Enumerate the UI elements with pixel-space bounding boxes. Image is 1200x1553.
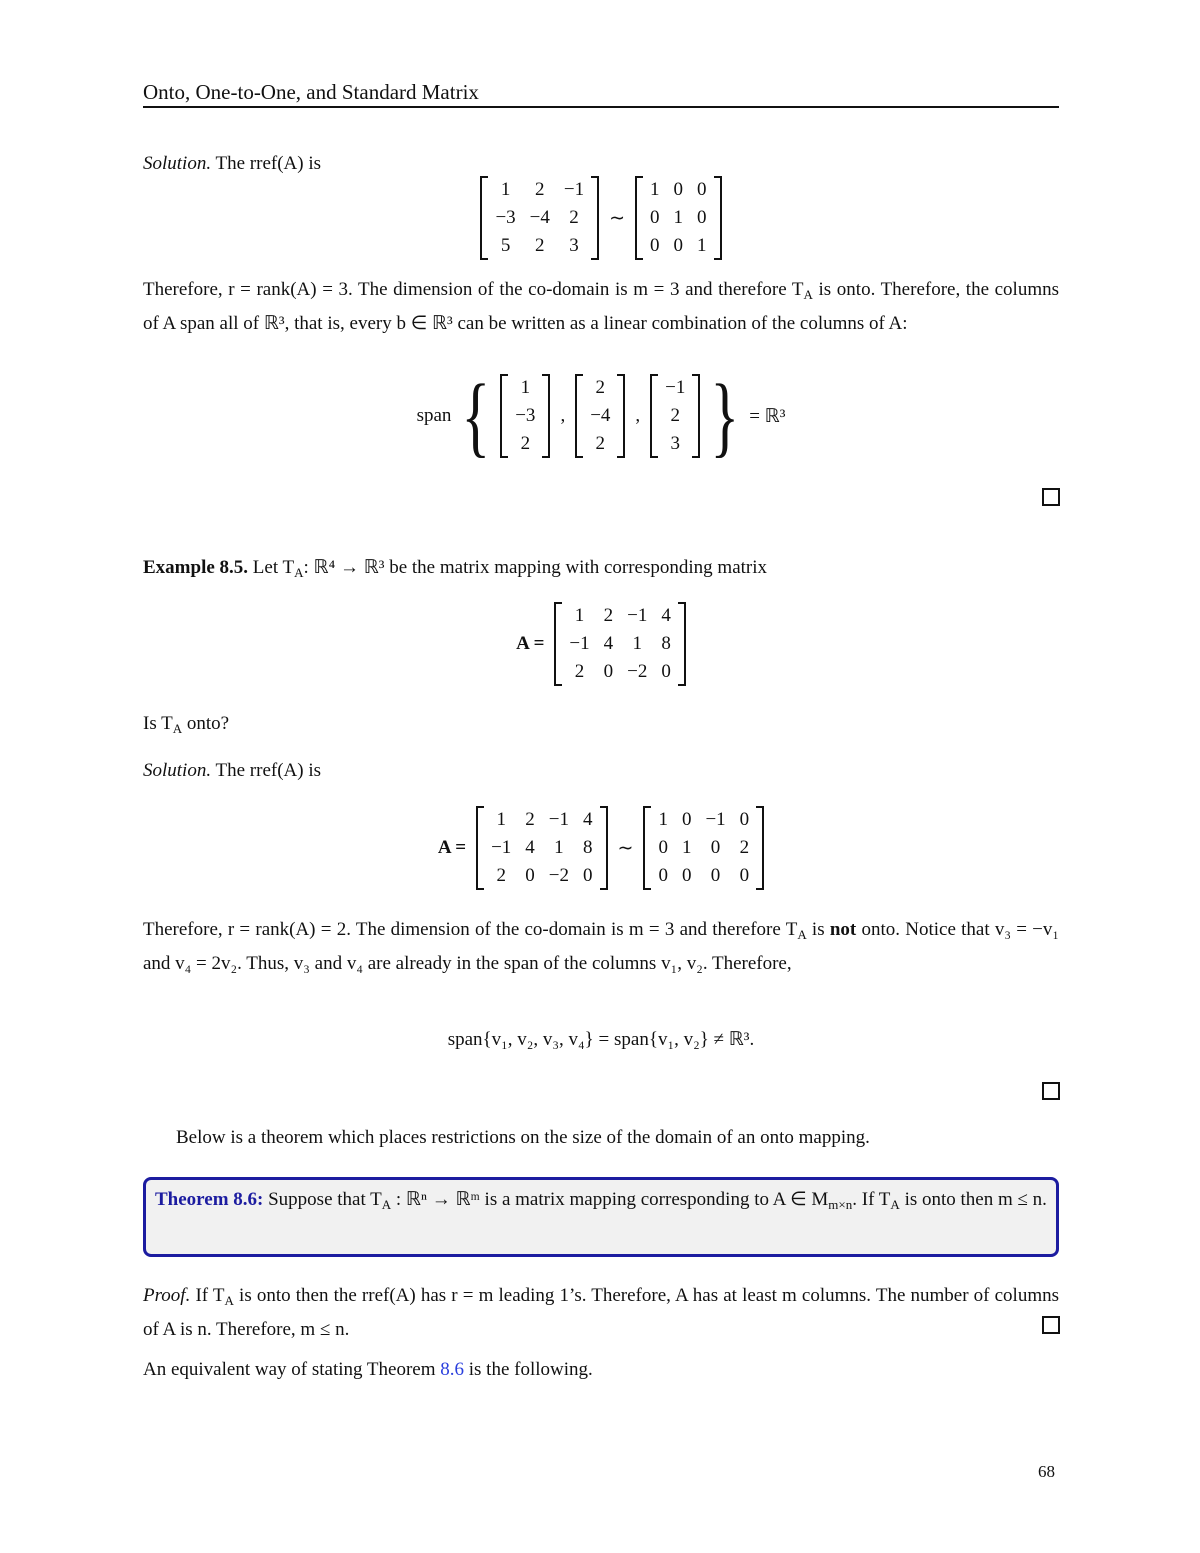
span-vector-2 — [575, 374, 625, 458]
matrix-cell: 1 — [650, 179, 660, 200]
matrix-cell: 0 — [673, 179, 684, 200]
matrix-row — [508, 374, 542, 402]
matrix-cell: 2 — [535, 235, 545, 256]
matrix-row — [658, 374, 692, 402]
theorem-sub3: A — [890, 1197, 900, 1212]
proof-sub: A — [224, 1293, 234, 1308]
matrix-cell: 2 — [496, 865, 506, 886]
example-sub: A — [294, 565, 304, 580]
matrix-cell: 0 — [710, 865, 721, 886]
matrix-cell: 3 — [569, 235, 579, 256]
matrix-cell: 2 — [525, 809, 535, 830]
matrix-cell: 1 — [632, 633, 642, 654]
example-statement — [143, 554, 1059, 588]
comma: , — [635, 405, 641, 426]
matrix-row — [488, 204, 591, 232]
matrix-cell: −3 — [495, 207, 516, 228]
matrix-row — [583, 430, 617, 458]
matrix-row — [658, 430, 692, 458]
matrix-cell: 2 — [670, 405, 681, 426]
proof-text-end: is onto then the rref(A) has r = m leading 1’s. Therefore, A has at least m columns. The number of columns of A is n. Therefore, m ≤ n. — [143, 1285, 1060, 1340]
matrix-cell: −1 — [569, 633, 590, 654]
below-text: Below is a theorem which places restrictions on the size of the domain of an onto mapping. — [176, 1127, 870, 1148]
matrix-cell: 0 — [650, 207, 660, 228]
question-end: onto? — [182, 713, 230, 734]
proof-text: If T — [195, 1285, 225, 1306]
matrix-cell: 1 — [520, 377, 531, 398]
para1-end: is onto. Therefore, the columns of A span all of ℝ³, that is, every b ∈ ℝ³ can be written as a linear combination of the columns of A: — [143, 279, 1060, 334]
span-equation — [143, 366, 1059, 466]
example-text-end: : ℝ⁴ → ℝ³ be the matrix mapping with corresponding matrix — [303, 557, 768, 578]
solution-label-2: Solution. — [143, 760, 212, 781]
theorem-text2-end: . If T — [852, 1189, 891, 1210]
proof-paragraph — [143, 1282, 1059, 1344]
matrix-cell: 0 — [525, 865, 535, 886]
solution-intro-text-2: The rref(A) is — [215, 760, 322, 781]
matrix-cell: 1 — [673, 207, 684, 228]
a-label: A = — [516, 633, 545, 654]
matrix-cell: 2 — [603, 605, 614, 626]
theorem-text — [155, 1186, 1047, 1219]
matrix-cell: 2 — [520, 433, 531, 454]
matrix-cell: 3 — [670, 433, 681, 454]
matrix-cell: 0 — [583, 865, 593, 886]
matrix-row — [583, 402, 617, 430]
matrix-cell: 0 — [739, 809, 750, 830]
matrix-cell: −3 — [515, 405, 536, 426]
matrix-cell: 0 — [681, 865, 692, 886]
matrix-a-2 — [554, 602, 685, 686]
qed-box — [1042, 1082, 1060, 1100]
rref-equation-2 — [143, 806, 1059, 890]
page-number: 68 — [1038, 1462, 1055, 1481]
solution-intro — [143, 150, 1059, 179]
para-not: not — [829, 919, 857, 940]
matrix-cell: 1 — [500, 179, 511, 200]
matrix-cell: 2 — [569, 207, 579, 228]
matrix-cell: 8 — [583, 837, 593, 858]
matrix-cell: −1 — [665, 377, 686, 398]
matrix-cell: 2 — [574, 661, 585, 682]
matrix-row — [643, 204, 714, 232]
question-sub: A — [172, 721, 183, 736]
rref-equation-1 — [143, 176, 1059, 260]
matrix-row — [508, 430, 542, 458]
matrix-row — [658, 402, 692, 430]
matrix-cell: 4 — [661, 605, 671, 626]
matrix-row — [583, 374, 617, 402]
matrix-rref-1 — [635, 176, 722, 260]
matrix-cell: 1 — [496, 809, 506, 830]
para-a-end: is — [806, 919, 825, 940]
example-text: Let T — [252, 557, 295, 578]
matrix-cell: 0 — [710, 837, 721, 858]
matrix-row — [651, 862, 756, 890]
matrix-cell: 0 — [650, 235, 660, 256]
matrix-cell: 4 — [603, 633, 614, 654]
matrix-cell: −1 — [548, 809, 570, 830]
solution-label: Solution. — [143, 153, 212, 174]
comma: , — [560, 405, 566, 426]
paragraph-onto — [143, 276, 1059, 338]
span-vector-3 — [650, 374, 700, 458]
matrix-row — [562, 630, 677, 658]
matrix-a-3 — [476, 806, 607, 890]
theorem-title: Theorem 8.6: — [155, 1189, 264, 1210]
matrix-cell: −2 — [548, 865, 570, 886]
matrix-row — [562, 658, 677, 686]
matrix-row — [651, 834, 756, 862]
qed-box — [1042, 1316, 1060, 1334]
matrix-cell: 0 — [658, 865, 668, 886]
matrix-cell: 4 — [583, 809, 593, 830]
equivalent-statement — [143, 1356, 1059, 1385]
span-result: = ℝ³ — [749, 405, 786, 427]
solution-intro-2 — [143, 757, 1059, 786]
matrix-row — [562, 602, 677, 630]
para1-sub: A — [803, 287, 813, 302]
matrix-cell: 1 — [658, 809, 668, 830]
a-label-2: A = — [437, 837, 467, 858]
matrix-cell: −1 — [705, 809, 726, 830]
example-title: Example 8.5. — [143, 557, 249, 578]
matrix-row — [488, 232, 591, 260]
theorem-text1: Suppose that T — [268, 1189, 382, 1210]
matrix-row — [484, 806, 599, 834]
matrix-row — [651, 806, 756, 834]
matrix-cell: 2 — [535, 179, 545, 200]
matrix-cell: 0 — [661, 661, 671, 682]
theorem-sub2: m×n — [828, 1197, 853, 1212]
matrix-cell: 0 — [681, 809, 692, 830]
equiv-text-end: is the following. — [464, 1359, 593, 1380]
left-brace: { — [461, 366, 491, 466]
theorem-text2-end2: is onto then m ≤ n. — [899, 1189, 1047, 1210]
paragraph-not-onto — [143, 916, 1059, 978]
question-text: Is T — [143, 713, 173, 734]
matrix-cell: 1 — [574, 605, 585, 626]
qed-box — [1042, 488, 1060, 506]
sim-symbol: ∼ — [609, 207, 626, 229]
solution-intro-text: The rref(A) is — [215, 153, 322, 174]
span-word: span — [416, 405, 452, 426]
equiv-text: An equivalent way of stating Theorem — [143, 1359, 441, 1380]
theorem-text1-end: : ℝⁿ → ℝᵐ is a matrix mapping corresponding to — [391, 1189, 769, 1210]
theorem-link[interactable]: 8.6 — [440, 1359, 464, 1380]
matrix-cell: −4 — [529, 207, 550, 228]
matrix-a-1 — [480, 176, 599, 260]
matrix-cell: −2 — [627, 661, 648, 682]
matrix-row — [643, 176, 714, 204]
sim-symbol-2: ∼ — [617, 837, 634, 859]
matrix-cell: −1 — [563, 179, 585, 200]
matrix-rref-2 — [643, 806, 764, 890]
matrix-cell: −4 — [590, 405, 611, 426]
matrix-cell: 0 — [739, 865, 750, 886]
matrix-a-definition — [143, 602, 1059, 686]
matrix-cell: −1 — [627, 605, 648, 626]
matrix-row — [488, 176, 591, 204]
matrix-cell: 8 — [661, 633, 671, 654]
matrix-cell: 1 — [697, 235, 707, 256]
para1-text: Therefore, r = rank(A) = 3. The dimension of the co-domain is m = 3 and therefore T — [143, 279, 804, 300]
para-a-sub: A — [797, 927, 807, 942]
running-header: Onto, One-to-One, and Standard Matrix — [143, 80, 479, 104]
para-a: Therefore, r = rank(A) = 2. The dimension of the co-domain is m = 3 and therefore T — [143, 919, 798, 940]
span-inequality: span{v₁, v₂, v₃, v₄} = span{v₁, v₂} ≠ ℝ³. — [447, 1029, 755, 1050]
matrix-cell: −1 — [491, 837, 512, 858]
matrix-cell: 2 — [595, 433, 606, 454]
matrix-cell: 0 — [697, 207, 707, 228]
matrix-cell: 1 — [554, 837, 564, 858]
proof-label: Proof. — [143, 1285, 191, 1306]
matrix-cell: 0 — [697, 179, 707, 200]
matrix-row — [484, 834, 599, 862]
para-b: onto. Notice that v₃ = −v₁ and v₄ = 2v₂. Thus, v₃ and v₄ are already in the span of the columns v₁, v₂. Therefore, — [143, 919, 1059, 974]
matrix-cell: 2 — [595, 377, 606, 398]
header-rule — [143, 106, 1059, 108]
matrix-cell: 5 — [500, 235, 511, 256]
span-vector-1 — [500, 374, 550, 458]
theorem-sub1: A — [381, 1197, 392, 1212]
matrix-cell: 0 — [658, 837, 668, 858]
matrix-row — [643, 232, 714, 260]
matrix-cell: 0 — [673, 235, 684, 256]
matrix-cell: 0 — [603, 661, 614, 682]
matrix-cell: 4 — [525, 837, 535, 858]
right-brace: } — [710, 366, 740, 466]
example-question — [143, 710, 1059, 744]
matrix-cell: 2 — [739, 837, 750, 858]
theorem-text2: A ∈ M — [772, 1189, 829, 1210]
matrix-row — [484, 862, 599, 890]
matrix-cell: 1 — [681, 837, 692, 858]
matrix-row — [508, 402, 542, 430]
